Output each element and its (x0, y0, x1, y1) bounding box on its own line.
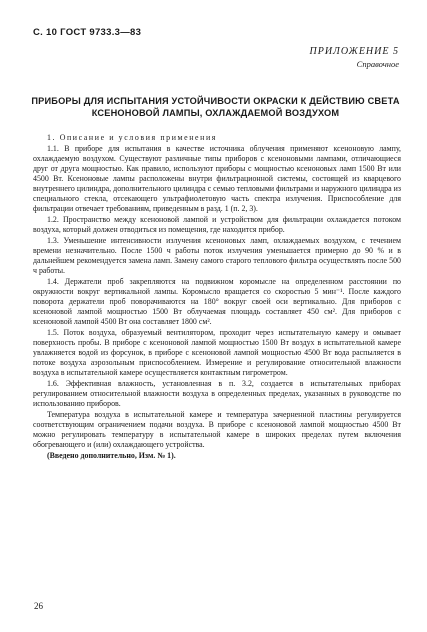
section-heading: 1. Описание и условия применения (47, 133, 218, 142)
appendix-label (310, 46, 400, 69)
paragraph: 1.4. Держатели проб закрепляются на подвижном коромысле на определенном расстоянии по окружности вокруг вертикальной лампы. Коромысло вращается со скоростью 5 мин⁻¹. После каждого поворота держатели проб поворачиваются на 180° вокруг своей оси вертикально. Для приборов с ксеноновой лампой мощностью 1500 Вт облучаемая площадь составляет 450 см². Для приборов с ксеноновой лампой 4500 Вт она составляет 1800 см². (33, 277, 401, 326)
appendix-subtitle: Справочное (356, 59, 399, 69)
paragraph: 1.1. В приборе для испытания в качестве источника облучения применяют ксеноновую лампу, охлаждаемую воздухом. Существуют различные типы приборов с ксеноновыми лампами, отличающиеся друг от друга мощностью. Как правило, используют приборы с мощностью ксеноновых ламп 1500 Вт или 4500 Вт. Ксеноновые лампы расположены внутри фильтрационной системы, состоящей из кварцевого внутреннего цилиндра, дополнительного цилиндра с семью тепловыми фильтрами и наружного цилиндра из специального стекла, отсекающего ультрафиолетовую часть спектра излучения. Приспособление для фильтрации отвечает требованиям, приведенным в разд. 1 (п. 2, 3). (33, 144, 401, 213)
page-number: 26 (34, 601, 43, 611)
running-header: С. 10 ГОСТ 9733.3—83 (33, 27, 142, 38)
paragraph: Температура воздуха в испытательной камере и температура зачерненной пластины регулируется соответствующим ограничением подачи воздуха. В приборе с ксеноновой лампой мощностью 4500 Вт можно регулировать температуру в испытательной камере в широких пределах путем включения обогревающего и (или) охлаждающего устройства. (33, 410, 401, 449)
paragraph: 1.3. Уменьшение интенсивности излучения ксеноновых ламп, охлаждаемых воздухом, с течением времени незначительно. После 1500 ч работы поток излучения уменьшается примерно до 90 % и в дальнейшем рекомендуется замена ламп. Замену самого старого теплового фильтра осуществлять после 500 ч работы. (33, 236, 401, 275)
document-body (33, 133, 401, 462)
paragraph: 1.2. Пространство между ксеноновой лампой и устройством для фильтрации охлаждается потоком воздуха, который должен отводиться из помещения, где находится прибор. (33, 215, 401, 234)
paragraph: 1.6. Эффективная влажность, установленная в п. 3.2, создается в испытательных приборах регулированием относительной влажности воздуха в определенных пределах, указанных в руководстве по использованию приборов. (33, 379, 401, 408)
document-title: ПРИБОРЫ ДЛЯ ИСПЫТАНИЯ УСТОЙЧИВОСТИ ОКРАСКИ К ДЕЙСТВИЮ СВЕТА КСЕНОНОВОЙ ЛАМПЫ, ОХЛАЖДАЕМОЙ ВОЗДУХОМ (31, 96, 400, 118)
amendment-note: (Введено дополнительно, Изм. № 1). (47, 451, 176, 460)
appendix-title: ПРИЛОЖЕНИЕ 5 (309, 46, 399, 57)
paragraph: 1.5. Поток воздуха, образуемый вентилятором, проходит через испытательную камеру и омывает поверхность пробы. В приборе с ксеноновой лампой мощностью 1500 Вт воздух в испытательной камере увлажняется водой из форсунок, в приборе с ксеноновой лампой мощностью 4500 Вт вода распыляется в потоке воздуха аэрозольным приспособлением. Измерение и регулирование относительной влажности воздуха в испытательной камере осуществляется контактным гигрометром. (33, 328, 401, 377)
